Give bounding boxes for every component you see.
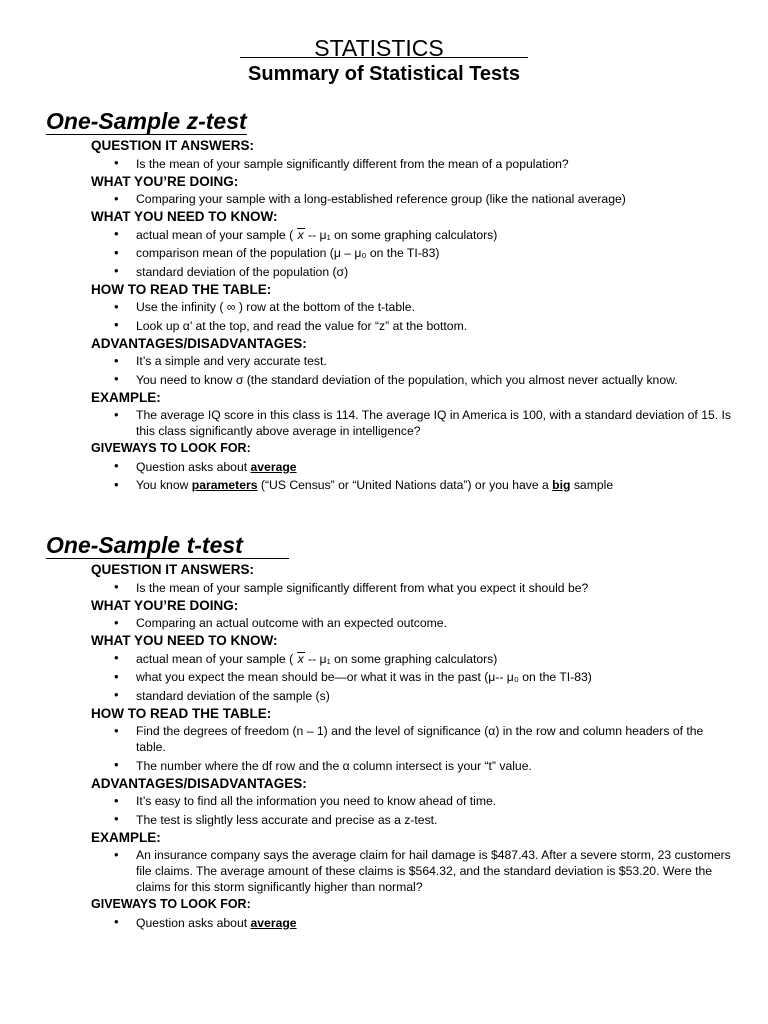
z-test-section <box>46 108 736 494</box>
list-item: • Use the infinity ( ∞ ) row at the bottom of the t-table. <box>136 298 736 317</box>
z-giveaways-heading: GIVEWAYS TO LOOK FOR: <box>91 441 251 455</box>
t-advantages-heading: ADVANTAGES/DISADVANTAGES: <box>91 775 307 791</box>
list-item: • Look up α’ at the top, and read the value for “z” at the bottom. <box>136 316 736 335</box>
list-item: • Is the mean of your sample significantly different from the mean of a population? <box>136 154 736 173</box>
title-label: STATISTICS <box>314 35 444 61</box>
x-bar-symbol: x <box>297 651 304 666</box>
list-item: • It’s easy to find all the information you need to know ahead of time. <box>136 792 736 811</box>
t-know-heading: WHAT YOU NEED TO KNOW: <box>91 633 278 648</box>
t-know-list <box>46 649 736 705</box>
z-advantages-list <box>46 352 736 389</box>
list-item: • standard deviation of the sample (s) <box>136 686 736 705</box>
z-table-list <box>46 298 736 335</box>
z-know-heading: WHAT YOU NEED TO KNOW: <box>91 209 278 224</box>
z-question-heading: QUESTION IT ANSWERS: <box>91 138 255 153</box>
z-giveaways-list <box>46 457 736 494</box>
z-table-heading: HOW TO READ THE TABLE: <box>91 281 272 297</box>
list-item: • Question asks about average <box>136 913 736 932</box>
z-example-heading: EXAMPLE: <box>91 389 161 405</box>
t-example-list <box>46 846 736 897</box>
list-item: • comparison mean of the population (μ – μ₀ on the TI-83) <box>136 244 736 263</box>
list-item: • The test is slightly less accurate and precise as a z-test. <box>136 810 736 829</box>
list-item: • Is the mean of your sample significantly different from what you expect it should be? <box>136 578 736 597</box>
document-title <box>0 32 768 61</box>
t-question-list <box>46 578 736 597</box>
list-item: • The number where the df row and the α column intersect is your “t” value. <box>136 756 736 775</box>
t-giveaways-heading: GIVEWAYS TO LOOK FOR: <box>91 897 251 911</box>
list-item: • You know parameters (“US Census” or “United Nations data”) or you have a big sample <box>136 476 736 495</box>
list-item: • actual mean of your sample ( x -- μ₁ on some graphing calculators) <box>136 225 736 244</box>
list-item: • The average IQ score in this class is 114. The average IQ in America is 100, with a standard deviation of 15. Is this class significantly above average in intelligence? <box>136 406 736 441</box>
t-giveaways-list <box>46 913 736 932</box>
t-test-title: One-Sample t-test <box>46 532 736 559</box>
list-item: • Find the degrees of freedom (n – 1) and the level of significance (α) in the row and column headers of the table. <box>136 722 736 757</box>
z-doing-heading: WHAT YOU’RE DOING: <box>91 173 239 189</box>
z-know-list <box>46 225 736 281</box>
t-table-list <box>46 722 736 775</box>
z-doing-list <box>46 190 736 209</box>
document-subtitle: Summary of Statistical Tests <box>248 63 520 85</box>
t-advantages-list <box>46 792 736 829</box>
title-text <box>284 35 528 61</box>
z-test-title: One-Sample z-test <box>46 108 247 134</box>
x-bar-symbol: x <box>297 227 304 242</box>
z-example-list <box>46 406 736 441</box>
z-advantages-heading: ADVANTAGES/DISADVANTAGES: <box>91 335 307 351</box>
list-item: • Comparing your sample with a long-established reference group (like the national average) <box>136 190 736 209</box>
list-item: • It’s a simple and very accurate test. <box>136 352 736 371</box>
t-table-heading: HOW TO READ THE TABLE: <box>91 705 272 721</box>
list-item: • Question asks about average <box>136 457 736 476</box>
list-item: • actual mean of your sample ( x -- μ₁ on some graphing calculators) <box>136 649 736 668</box>
list-item: • standard deviation of the population (σ) <box>136 262 736 281</box>
list-item: • Comparing an actual outcome with an expected outcome. <box>136 614 736 633</box>
t-question-heading: QUESTION IT ANSWERS: <box>91 562 255 577</box>
t-doing-list <box>46 614 736 633</box>
list-item: • An insurance company says the average claim for hail damage is $487.43. After a severe storm, 23 customers file claims. The average amount of these claims is $564.32, and the standard deviation is $53.20. Were the claims for this storm significantly higher than normal? <box>136 846 736 897</box>
list-item: • what you expect the mean should be—or what it was in the past (μ-- μ₀ on the TI-83) <box>136 668 736 687</box>
title-blank-left <box>240 35 284 58</box>
t-example-heading: EXAMPLE: <box>91 829 161 845</box>
t-test-section <box>46 532 736 932</box>
z-question-list <box>46 154 736 173</box>
list-item: • You need to know σ (the standard deviation of the population, which you almost never actually know. <box>136 370 736 389</box>
t-doing-heading: WHAT YOU’RE DOING: <box>91 597 239 613</box>
